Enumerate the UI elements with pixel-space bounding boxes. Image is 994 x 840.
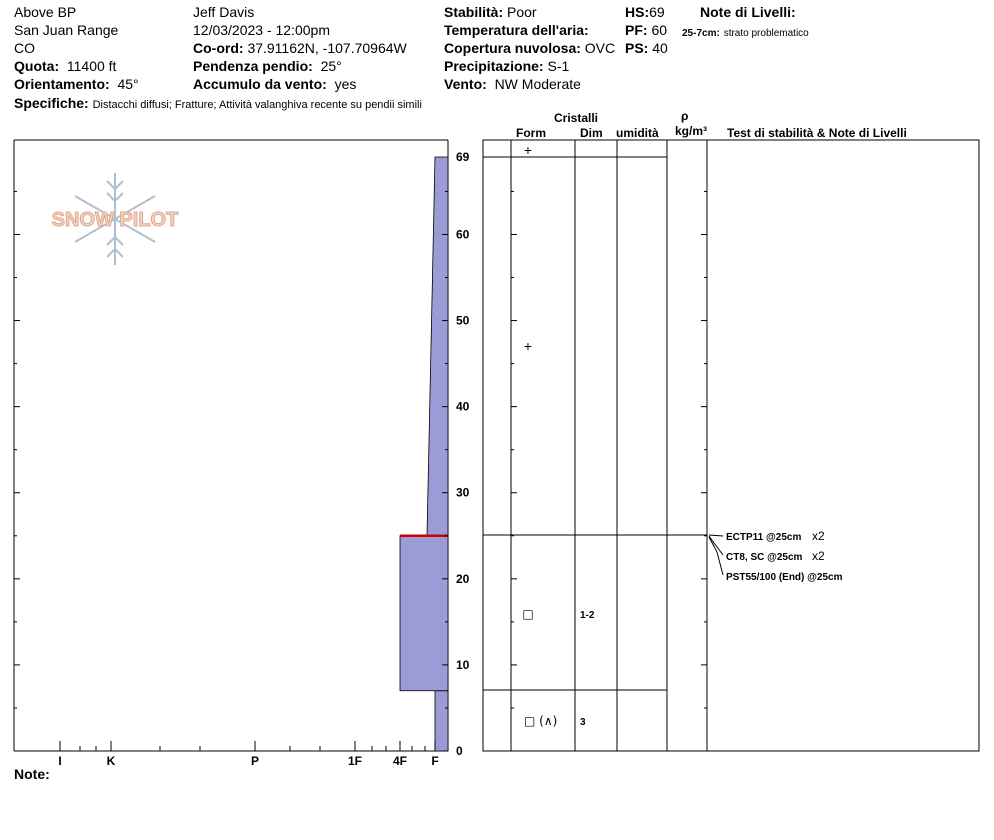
ps: PS: 40 (625, 40, 668, 56)
elevation: Quota: 11400 ft (14, 58, 117, 74)
specifics: Specifiche: Distacchi diffusi; Fratture; Attività valanghiva recente su pendii simili (14, 95, 422, 111)
snowpilot-logo-text: SNOW PILOT (51, 209, 179, 231)
sky-cover: Copertura nuvolosa: OVC (444, 40, 616, 56)
grain-form-symbol: □ (∧) (524, 714, 558, 728)
grain-form-symbol: + (523, 142, 533, 158)
hardness-tick-label: K (106, 754, 116, 768)
stability: Stabilità: Poor (444, 4, 537, 20)
hardness-profile-plot (14, 140, 470, 768)
wind-loading: Accumulo da vento: yes (193, 76, 357, 92)
test-leaders (709, 535, 723, 575)
hardness-tick-label: P (250, 754, 260, 768)
aspect: Orientamento: 45° (14, 76, 139, 92)
form-header: Form (516, 126, 546, 140)
depth-tick-label: 69 (456, 150, 470, 164)
pf: PF: 60 (625, 22, 668, 38)
hardness-layer (435, 691, 448, 751)
state: CO (14, 40, 35, 56)
hs: HS:69 (625, 4, 665, 20)
grain-size: 1-2 (580, 610, 595, 621)
range: San Juan Range (14, 22, 119, 38)
test-count: x2 (812, 529, 825, 543)
layer-note: 25-7cm: strato problematico (682, 28, 809, 39)
depth-tick-label: 40 (456, 399, 470, 414)
hardness-tick-label: F (431, 754, 439, 768)
depth-tick-label: 50 (456, 313, 470, 328)
observer: Jeff Davis (193, 4, 255, 20)
depth-tick-label: 60 (456, 227, 470, 242)
moisture-header: umidità (616, 126, 659, 140)
coordinates: Co-ord: 37.91162N, -107.70964W (193, 40, 407, 56)
density-rho-header: ρ (681, 109, 689, 123)
layer-notes-title: Note di Livelli: (700, 4, 796, 20)
depth-tick-label: 20 (456, 571, 470, 586)
hardness-layer (427, 157, 448, 536)
depth-tick-label: 30 (456, 485, 470, 500)
hardness-tick-label: 1F (347, 754, 363, 768)
grain-size: 3 (580, 717, 586, 728)
datetime: 12/03/2023 - 12:00pm (193, 22, 330, 38)
depth-tick-label: 10 (456, 657, 470, 672)
test-result: PST55/100 (End) @25cm (726, 572, 843, 583)
slope: Pendenza pendio: 25° (193, 58, 342, 74)
density-unit-header: kg/m³ (675, 124, 708, 138)
test-result: CT8, SC @25cm (726, 552, 803, 563)
wind: Vento: NW Moderate (444, 76, 581, 92)
hardness-tick-label: 4F (392, 754, 408, 768)
air-temperature: Temperatura dell'aria: (444, 22, 589, 38)
location: Above BP (14, 4, 77, 20)
grain-form-symbol: □ (522, 607, 534, 621)
test-result: ECTP11 @25cm (726, 532, 802, 543)
note-label: Note: (14, 766, 50, 782)
depth-tick-label: 0 (456, 744, 463, 758)
crystals-header: Cristalli (554, 111, 599, 125)
grain-table (483, 140, 979, 751)
hardness-tick-label: I (58, 754, 62, 768)
grain-table-border (483, 140, 979, 751)
size-header: Dim (580, 126, 603, 140)
test-count: x2 (812, 549, 825, 563)
tests-header: Test di stabilità & Note di Livelli (727, 126, 907, 140)
grain-form-symbol: + (523, 338, 533, 354)
hardness-layer (400, 536, 448, 691)
precipitation: Precipitazione: S-1 (444, 58, 570, 74)
